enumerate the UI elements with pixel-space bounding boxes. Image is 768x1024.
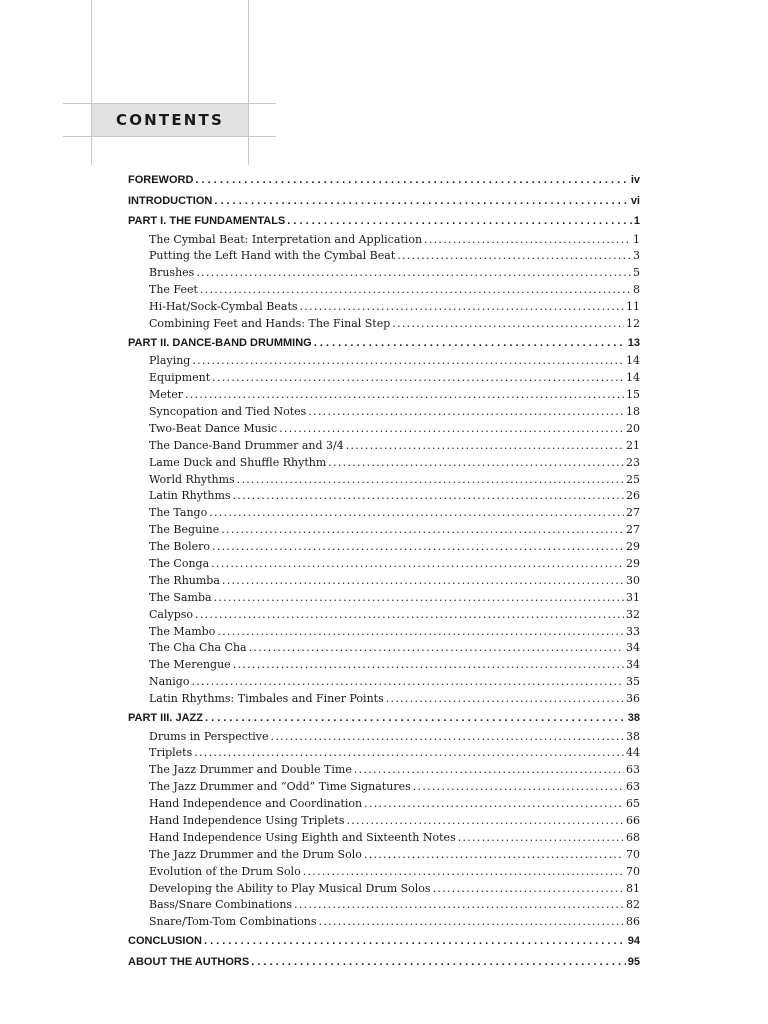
toc-entry-title: Lame Duck and Shuffle Rhythm xyxy=(149,455,327,469)
toc-entry[interactable] xyxy=(128,556,640,573)
dot-leader xyxy=(233,657,624,674)
dot-leader xyxy=(233,488,624,505)
toc-entry[interactable] xyxy=(128,299,640,316)
dot-leader xyxy=(191,674,624,691)
toc-entry[interactable] xyxy=(128,624,640,641)
dot-leader xyxy=(294,897,624,914)
toc-section-entry[interactable] xyxy=(128,931,640,952)
dot-leader xyxy=(308,404,624,421)
toc-entry-title: Triplets xyxy=(149,746,193,760)
toc-entry-page-number: 31 xyxy=(626,590,640,604)
toc-entry-page-number: 1 xyxy=(633,232,640,246)
toc-entry[interactable] xyxy=(128,404,640,421)
dot-leader xyxy=(195,607,624,624)
toc-entry-page-number: 18 xyxy=(626,405,640,419)
toc-entry[interactable] xyxy=(128,691,640,708)
dot-leader xyxy=(211,556,624,573)
toc-entry-page-number: 86 xyxy=(626,915,640,929)
toc-entry[interactable] xyxy=(128,607,640,624)
toc-entry-title: PART II. DANCE-BAND DRUMMING xyxy=(128,336,312,349)
toc-entry-title: World Rhythms xyxy=(149,472,235,486)
toc-entry-title: Hand Independence and Coordination xyxy=(149,797,363,811)
toc-entry-title: ABOUT THE AUTHORS xyxy=(128,955,250,968)
dot-leader xyxy=(364,796,624,813)
toc-entry-page-number: 65 xyxy=(626,797,640,811)
toc-entry[interactable] xyxy=(128,353,640,370)
toc-entry-title: The Tango xyxy=(149,506,208,520)
toc-entry-title: Equipment xyxy=(149,371,211,385)
table-of-contents xyxy=(128,170,640,972)
toc-entry-title: Syncopation and Tied Notes xyxy=(149,405,307,419)
toc-entry-page-number: 13 xyxy=(627,336,640,349)
dot-leader xyxy=(185,387,624,404)
dot-leader xyxy=(205,708,626,729)
toc-entry-page-number: 36 xyxy=(626,692,640,706)
toc-entry-title: Playing xyxy=(149,354,191,368)
toc-entry-page-number: 25 xyxy=(626,472,640,486)
dot-leader xyxy=(271,729,624,746)
toc-entry-title: Snare/Tom-Tom Combinations xyxy=(149,915,317,929)
dot-leader xyxy=(458,830,624,847)
dot-leader xyxy=(237,472,624,489)
dot-leader xyxy=(192,353,624,370)
toc-entry[interactable] xyxy=(128,370,640,387)
dot-leader xyxy=(222,573,624,590)
toc-entry[interactable] xyxy=(128,640,640,657)
toc-entry-title: Nanigo xyxy=(149,675,190,689)
toc-entry-title: The Jazz Drummer and “Odd” Time Signatures xyxy=(149,780,411,794)
toc-entry[interactable] xyxy=(128,282,640,299)
toc-entry-title: Brushes xyxy=(149,266,195,280)
toc-entry[interactable] xyxy=(128,897,640,914)
dot-leader xyxy=(424,232,631,249)
toc-entry-page-number: 33 xyxy=(626,624,640,638)
toc-entry[interactable] xyxy=(128,438,640,455)
dot-leader xyxy=(196,265,631,282)
toc-entry-page-number: 63 xyxy=(626,763,640,777)
toc-entry-page-number: 68 xyxy=(626,830,640,844)
toc-entry-title: FOREWORD xyxy=(128,174,194,186)
toc-entry-title: Latin Rhythms: Timbales and Finer Points xyxy=(149,692,384,706)
toc-entry-title: The Beguine xyxy=(149,523,220,537)
toc-section-entry[interactable] xyxy=(128,952,640,973)
toc-entry-title: The Jazz Drummer and Double Time xyxy=(149,763,352,777)
toc-entry[interactable] xyxy=(128,674,640,691)
toc-entry-title: Combining Feet and Hands: The Final Step xyxy=(149,316,391,330)
dot-leader xyxy=(386,691,624,708)
toc-entry-page-number: 27 xyxy=(626,506,640,520)
toc-entry-page-number: 94 xyxy=(627,935,640,948)
toc-entry-title: INTRODUCTION xyxy=(128,194,213,207)
toc-entry[interactable] xyxy=(128,455,640,472)
toc-entry-page-number: 34 xyxy=(626,641,640,655)
toc-entry[interactable] xyxy=(128,881,640,898)
toc-entry-page-number: 63 xyxy=(626,780,640,794)
dot-leader xyxy=(194,745,624,762)
dot-leader xyxy=(347,813,625,830)
toc-entry-title: The Samba xyxy=(149,590,212,604)
dot-leader xyxy=(212,539,624,556)
toc-entry[interactable] xyxy=(128,522,640,539)
dot-leader xyxy=(214,590,624,607)
dot-leader xyxy=(433,881,624,898)
toc-entry-title: The Cymbal Beat: Interpretation and Application xyxy=(149,232,423,246)
crop-line-vertical-left xyxy=(91,0,92,165)
toc-entry-title: Developing the Ability to Play Musical Drum Solos xyxy=(149,881,431,895)
toc-entry-page-number: 27 xyxy=(626,523,640,537)
dot-leader xyxy=(249,640,624,657)
toc-entry-title: Latin Rhythms xyxy=(149,489,231,503)
toc-entry-page-number: 11 xyxy=(626,300,640,314)
toc-entry-title: Hi-Hat/Sock-Cymbal Beats xyxy=(149,300,298,314)
toc-entry-page-number: 29 xyxy=(626,540,640,554)
toc-entry-title: The Jazz Drummer and the Drum Solo xyxy=(149,847,362,861)
toc-entry-page-number: 26 xyxy=(626,489,640,503)
toc-entry-title: Two-Beat Dance Music xyxy=(149,421,278,435)
toc-entry[interactable] xyxy=(128,813,640,830)
toc-entry[interactable] xyxy=(128,248,640,265)
toc-entry-title: Calypso xyxy=(149,607,194,621)
toc-entry-title: PART I. THE FUNDAMENTALS xyxy=(128,215,286,227)
toc-entry[interactable] xyxy=(128,796,640,813)
toc-entry[interactable] xyxy=(128,488,640,505)
toc-entry[interactable] xyxy=(128,745,640,762)
dot-leader xyxy=(200,282,631,299)
toc-entry[interactable] xyxy=(128,539,640,556)
toc-entry[interactable] xyxy=(128,762,640,779)
toc-entry-title: Meter xyxy=(149,388,183,402)
toc-entry-page-number: vi xyxy=(630,194,640,207)
toc-entry-page-number: 3 xyxy=(633,249,640,263)
dot-leader xyxy=(328,455,624,472)
toc-entry-page-number: 20 xyxy=(626,421,640,435)
toc-entry[interactable] xyxy=(128,657,640,674)
toc-entry[interactable] xyxy=(128,472,640,489)
dot-leader xyxy=(209,505,624,522)
toc-section-entry[interactable] xyxy=(128,333,640,354)
toc-section-entry[interactable] xyxy=(128,211,640,232)
dot-leader xyxy=(303,864,624,881)
toc-entry[interactable] xyxy=(128,830,640,847)
toc-entry-title: The Bolero xyxy=(149,540,211,554)
toc-entry-page-number: 34 xyxy=(626,658,640,672)
toc-entry-title: The Dance-Band Drummer and 3/4 xyxy=(149,438,344,452)
dot-leader xyxy=(279,421,624,438)
page-title: CONTENTS xyxy=(116,111,224,129)
dot-leader xyxy=(413,779,624,796)
dot-leader xyxy=(214,191,628,212)
dot-leader xyxy=(212,370,624,387)
toc-entry[interactable] xyxy=(128,421,640,438)
dot-leader xyxy=(300,299,624,316)
dot-leader xyxy=(392,316,624,333)
toc-entry-page-number: 66 xyxy=(626,814,640,827)
toc-entry-page-number: 70 xyxy=(626,847,640,861)
toc-entry-page-number: 12 xyxy=(626,316,640,330)
toc-entry-title: The Rhumba xyxy=(149,573,220,587)
toc-entry-page-number: 38 xyxy=(626,729,640,743)
toc-entry-title: The Conga xyxy=(149,557,210,571)
toc-entry-page-number: 8 xyxy=(633,283,640,297)
dot-leader xyxy=(217,624,624,641)
crop-line-vertical-right xyxy=(248,0,249,165)
toc-entry-page-number: 1 xyxy=(633,215,640,227)
toc-entry[interactable] xyxy=(128,847,640,864)
dot-leader xyxy=(221,522,624,539)
toc-entry[interactable] xyxy=(128,265,640,282)
toc-entry-page-number: 82 xyxy=(626,898,640,912)
toc-entry-title: The Mambo xyxy=(149,624,216,638)
toc-section-entry[interactable] xyxy=(128,170,640,191)
toc-entry[interactable] xyxy=(128,387,640,404)
toc-entry-title: Drums in Perspective xyxy=(149,729,269,743)
toc-entry-page-number: 15 xyxy=(626,388,640,402)
toc-entry-page-number: 29 xyxy=(626,557,640,571)
toc-entry-page-number: 70 xyxy=(626,864,640,878)
toc-entry-title: Putting the Left Hand with the Cymbal Beat xyxy=(149,249,396,263)
toc-entry[interactable] xyxy=(128,729,640,746)
toc-entry-page-number: 14 xyxy=(626,354,640,368)
toc-section-entry[interactable] xyxy=(128,708,640,729)
toc-entry-page-number: iv xyxy=(630,174,640,186)
dot-leader xyxy=(195,170,628,191)
dot-leader xyxy=(319,914,624,931)
toc-entry-title: CONCLUSION xyxy=(128,935,202,948)
toc-entry-title: The Feet xyxy=(149,283,198,297)
toc-entry-page-number: 5 xyxy=(633,266,640,280)
toc-entry-title: Hand Independence Using Eighth and Sixteenth Notes xyxy=(149,830,456,844)
toc-entry-title: The Merengue xyxy=(149,658,231,672)
dot-leader xyxy=(204,931,626,952)
dot-leader xyxy=(354,762,624,779)
toc-entry-page-number: 35 xyxy=(626,675,640,689)
dot-leader xyxy=(364,847,624,864)
toc-entry[interactable] xyxy=(128,232,640,249)
dot-leader xyxy=(346,438,624,455)
toc-section-entry[interactable] xyxy=(128,191,640,212)
toc-entry-page-number: 44 xyxy=(626,746,640,760)
toc-entry[interactable] xyxy=(128,590,640,607)
toc-entry-title: PART III. JAZZ xyxy=(128,712,203,725)
toc-entry-title: Evolution of the Drum Solo xyxy=(149,864,301,878)
toc-entry-title: Hand Independence Using Triplets xyxy=(149,814,345,827)
toc-entry-page-number: 14 xyxy=(626,371,640,385)
toc-entry-page-number: 38 xyxy=(627,712,640,725)
crop-line-horizontal-bottom xyxy=(63,136,276,137)
toc-entry-page-number: 81 xyxy=(626,881,640,895)
toc-entry[interactable] xyxy=(128,505,640,522)
toc-entry-title: The Cha Cha Cha xyxy=(149,641,247,655)
toc-entry[interactable] xyxy=(128,864,640,881)
dot-leader xyxy=(287,211,632,232)
toc-entry-page-number: 30 xyxy=(626,573,640,587)
dot-leader xyxy=(251,952,626,973)
toc-entry[interactable] xyxy=(128,914,640,931)
toc-entry-page-number: 21 xyxy=(626,438,640,452)
dot-leader xyxy=(314,333,626,354)
toc-entry-page-number: 23 xyxy=(626,455,640,469)
toc-entry-page-number: 32 xyxy=(626,607,640,621)
toc-entry[interactable] xyxy=(128,316,640,333)
toc-entry-page-number: 95 xyxy=(627,955,640,968)
dot-leader xyxy=(397,248,631,265)
toc-entry[interactable] xyxy=(128,573,640,590)
toc-entry[interactable] xyxy=(128,779,640,796)
toc-entry-title: Bass/Snare Combinations xyxy=(149,898,293,912)
